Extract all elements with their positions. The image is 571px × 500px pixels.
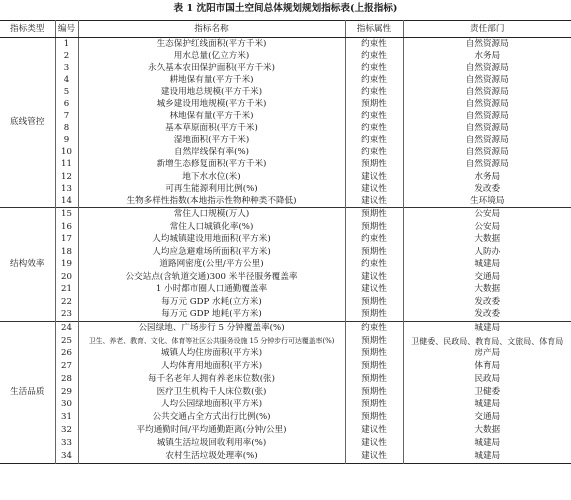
- table-row: [0, 271, 571, 284]
- responsible-department: 自然资源局: [403, 86, 571, 98]
- table-row: [0, 171, 571, 183]
- table-row: [0, 98, 571, 110]
- row-number: 24: [55, 321, 78, 334]
- table-row: [0, 233, 571, 246]
- indicator-attribute: 约束性: [345, 147, 403, 159]
- indicator-name: 建设用地总规模(平方千米): [78, 86, 345, 98]
- responsible-department: 大数据: [403, 424, 571, 437]
- row-number: 8: [55, 123, 78, 135]
- indicator-attribute: 约束性: [345, 321, 403, 334]
- row-number: 27: [55, 360, 78, 373]
- indicator-attribute: 建议性: [345, 271, 403, 284]
- table-row: [0, 335, 571, 348]
- type-cell: 结构效率: [0, 208, 55, 322]
- indicator-attribute: 预期性: [345, 246, 403, 259]
- indicator-attribute: 约束性: [345, 233, 403, 246]
- header-type: 指标类型: [0, 21, 55, 38]
- table-row: [0, 159, 571, 171]
- indicator-attribute: 预期性: [345, 98, 403, 110]
- table-row: [0, 258, 571, 271]
- responsible-department: 大数据: [403, 233, 571, 246]
- indicator-attribute: 预期性: [345, 296, 403, 309]
- indicator-name: 农村生活垃圾处理率(%): [78, 450, 345, 463]
- responsible-department: 大数据: [403, 283, 571, 296]
- indicator-name: 人均体育用地面积(平方米): [78, 360, 345, 373]
- table-row: [0, 195, 571, 208]
- indicator-name: 道路网密度(公里/平方公里): [78, 258, 345, 271]
- row-number: 12: [55, 171, 78, 183]
- row-number: 18: [55, 246, 78, 259]
- row-number: 15: [55, 208, 78, 221]
- row-number: 30: [55, 399, 78, 412]
- indicator-name: 林地保有量(平方千米): [78, 111, 345, 123]
- indicator-attribute: 约束性: [345, 258, 403, 271]
- indicator-attribute: 预期性: [345, 386, 403, 399]
- header-number: 编号: [55, 21, 78, 38]
- responsible-department: 自然资源局: [403, 62, 571, 74]
- indicator-name: 耕地保有量(平方千米): [78, 74, 345, 86]
- table-row: [0, 424, 571, 437]
- table-row: [0, 296, 571, 309]
- indicator-attribute: 约束性: [345, 50, 403, 62]
- responsible-department: 卫健委: [403, 386, 571, 399]
- responsible-department: 发改委: [403, 183, 571, 195]
- type-cell: 生活品质: [0, 321, 55, 463]
- indicator-attribute: 建议性: [345, 283, 403, 296]
- table-row: [0, 208, 571, 221]
- table-row: [0, 360, 571, 373]
- row-number: 20: [55, 271, 78, 284]
- indicator-name: 城乡建设用地规模(平方千米): [78, 98, 345, 110]
- indicator-name: 湿地面积(平方千米): [78, 135, 345, 147]
- row-number: 10: [55, 147, 78, 159]
- indicator-name: 基本草原面积(平方千米): [78, 123, 345, 135]
- row-number: 31: [55, 411, 78, 424]
- table-row: [0, 135, 571, 147]
- row-number: 19: [55, 258, 78, 271]
- indicator-attribute: 约束性: [345, 135, 403, 147]
- responsible-department: 城建局: [403, 399, 571, 412]
- responsible-department: 公安局: [403, 208, 571, 221]
- indicator-attribute: 约束性: [345, 111, 403, 123]
- row-number: 23: [55, 308, 78, 321]
- table-row: [0, 246, 571, 259]
- table-row: [0, 74, 571, 86]
- row-number: 13: [55, 183, 78, 195]
- row-number: 17: [55, 233, 78, 246]
- indicator-name: 1 小时都市圈人口通勤覆盖率: [78, 283, 345, 296]
- header-attribute: 指标属性: [345, 21, 403, 38]
- indicator-name: 公交站点(含轨道交通)300 米半径服务覆盖率: [78, 271, 345, 284]
- row-number: 2: [55, 50, 78, 62]
- indicator-attribute: 建议性: [345, 424, 403, 437]
- indicator-name: 常住人口规模(万人): [78, 208, 345, 221]
- indicator-attribute: 预期性: [345, 335, 403, 348]
- table-row: [0, 347, 571, 360]
- header-department: 责任部门: [403, 21, 571, 38]
- indicator-attribute: 建议性: [345, 171, 403, 183]
- indicator-attribute: 预期性: [345, 360, 403, 373]
- table-row: [0, 111, 571, 123]
- indicator-attribute: 预期性: [345, 221, 403, 234]
- responsible-department: 城建局: [403, 450, 571, 463]
- responsible-department: 自然资源局: [403, 123, 571, 135]
- responsible-department: 生环境局: [403, 195, 571, 208]
- table-row: [0, 450, 571, 463]
- indicator-name: 公园绿地、广场步行 5 分钟覆盖率(%): [78, 321, 345, 334]
- indicator-attribute: 预期性: [345, 399, 403, 412]
- row-number: 22: [55, 296, 78, 309]
- row-number: 7: [55, 111, 78, 123]
- indicator-attribute: 预期性: [345, 159, 403, 171]
- indicator-name: 可再生能源利用比例(%): [78, 183, 345, 195]
- indicator-name: 新增生态修复面积(平方千米): [78, 159, 345, 171]
- indicator-table: [0, 20, 571, 464]
- row-number: 28: [55, 373, 78, 386]
- indicator-name: 用水总量(亿立方米): [78, 50, 345, 62]
- row-number: 29: [55, 386, 78, 399]
- table-row: [0, 308, 571, 321]
- table-row: [0, 183, 571, 195]
- responsible-department: 发改委: [403, 308, 571, 321]
- row-number: 3: [55, 62, 78, 74]
- table-row: [0, 123, 571, 135]
- indicator-name: 平均通勤时间/平均通勤距离(分钟/公里): [78, 424, 345, 437]
- indicator-name: 人均应急避难场所面积(平方米): [78, 246, 345, 259]
- table-row: [0, 373, 571, 386]
- indicator-name: 每万元 GDP 水耗(立方米): [78, 296, 345, 309]
- responsible-department: 水务局: [403, 171, 571, 183]
- table-row: [0, 50, 571, 62]
- indicator-name: 生物多样性指数(本地指示性物种种类不降低): [78, 195, 345, 208]
- row-number: 1: [55, 38, 78, 51]
- indicator-name: 人均城镇建设用地面积(平方米): [78, 233, 345, 246]
- row-number: 25: [55, 335, 78, 348]
- indicator-name: 地下水水位(米): [78, 171, 345, 183]
- indicator-attribute: 约束性: [345, 38, 403, 51]
- table-body: [0, 38, 571, 464]
- indicator-attribute: 预期性: [345, 208, 403, 221]
- responsible-department: 发改委: [403, 296, 571, 309]
- row-number: 4: [55, 74, 78, 86]
- indicator-attribute: 约束性: [345, 62, 403, 74]
- table-row: [0, 62, 571, 74]
- responsible-department: 交通局: [403, 271, 571, 284]
- responsible-department: 自然资源局: [403, 74, 571, 86]
- row-number: 21: [55, 283, 78, 296]
- row-number: 34: [55, 450, 78, 463]
- indicator-attribute: 建议性: [345, 437, 403, 450]
- responsible-department: 人防办: [403, 246, 571, 259]
- indicator-attribute: 建议性: [345, 195, 403, 208]
- responsible-department: 自然资源局: [403, 111, 571, 123]
- responsible-department: 城建局: [403, 258, 571, 271]
- responsible-department: 水务局: [403, 50, 571, 62]
- table-row: [0, 386, 571, 399]
- indicator-attribute: 约束性: [345, 74, 403, 86]
- row-number: 9: [55, 135, 78, 147]
- responsible-department: 民政局: [403, 373, 571, 386]
- table-row: [0, 221, 571, 234]
- table-row: [0, 86, 571, 98]
- indicator-attribute: 建议性: [345, 450, 403, 463]
- row-number: 16: [55, 221, 78, 234]
- row-number: 26: [55, 347, 78, 360]
- responsible-department: 自然资源局: [403, 147, 571, 159]
- row-number: 5: [55, 86, 78, 98]
- indicator-name: 医疗卫生机构千人床位数(张): [78, 386, 345, 399]
- header-name: 指标名称: [78, 21, 345, 38]
- table-row: [0, 283, 571, 296]
- responsible-department: 城建局: [403, 321, 571, 334]
- responsible-department: 自然资源局: [403, 135, 571, 147]
- indicator-name: 城镇生活垃圾回收利用率(%): [78, 437, 345, 450]
- indicator-name: 生态保护红线面积(平方千米): [78, 38, 345, 51]
- table-row: [0, 38, 571, 51]
- table-row: [0, 147, 571, 159]
- indicator-attribute: 预期性: [345, 347, 403, 360]
- table-title: 表 1 沈阳市国土空间总体规划规划指标表(上报指标): [173, 3, 398, 14]
- indicator-attribute: 约束性: [345, 86, 403, 98]
- indicator-name: 人均公园绿地面积(平方米): [78, 399, 345, 412]
- indicator-name: 自然岸线保有率(%): [78, 147, 345, 159]
- indicator-attribute: 建议性: [345, 183, 403, 195]
- table-row: [0, 399, 571, 412]
- row-number: 33: [55, 437, 78, 450]
- responsible-department: 房产局: [403, 347, 571, 360]
- indicator-attribute: 预期性: [345, 411, 403, 424]
- responsible-department: 自然资源局: [403, 159, 571, 171]
- table-row: [0, 321, 571, 334]
- indicator-name: 公共交通占全方式出行比例(%): [78, 411, 345, 424]
- table-row: [0, 437, 571, 450]
- row-number: 14: [55, 195, 78, 208]
- table-row: [0, 411, 571, 424]
- indicator-attribute: 预期性: [345, 308, 403, 321]
- responsible-department: 体育局: [403, 360, 571, 373]
- indicator-name: 城镇人均住房面积(平方米): [78, 347, 345, 360]
- indicator-name: 每万元 GDP 地耗(平方米): [78, 308, 345, 321]
- responsible-department: 公安局: [403, 221, 571, 234]
- indicator-name: 永久基本农田保护面积(平方千米): [78, 62, 345, 74]
- responsible-department: 自然资源局: [403, 38, 571, 51]
- row-number: 32: [55, 424, 78, 437]
- row-number: 11: [55, 159, 78, 171]
- row-number: 6: [55, 98, 78, 110]
- indicator-name: 常住人口城镇化率(%): [78, 221, 345, 234]
- responsible-department: 卫健委、民政局、教育局、文旅局、体育局: [403, 335, 571, 348]
- responsible-department: 交通局: [403, 411, 571, 424]
- indicator-attribute: 预期性: [345, 373, 403, 386]
- indicator-name: 卫生、养老、教育、文化、体育等社区公共服务设施 15 分钟步行可达覆盖率(%): [78, 335, 345, 348]
- header-row: [0, 21, 571, 38]
- responsible-department: 城建局: [403, 437, 571, 450]
- indicator-name: 每千名老年人拥有养老床位数(张): [78, 373, 345, 386]
- type-cell: 底线管控: [10, 117, 45, 128]
- responsible-department: 自然资源局: [403, 98, 571, 110]
- indicator-attribute: 约束性: [345, 123, 403, 135]
